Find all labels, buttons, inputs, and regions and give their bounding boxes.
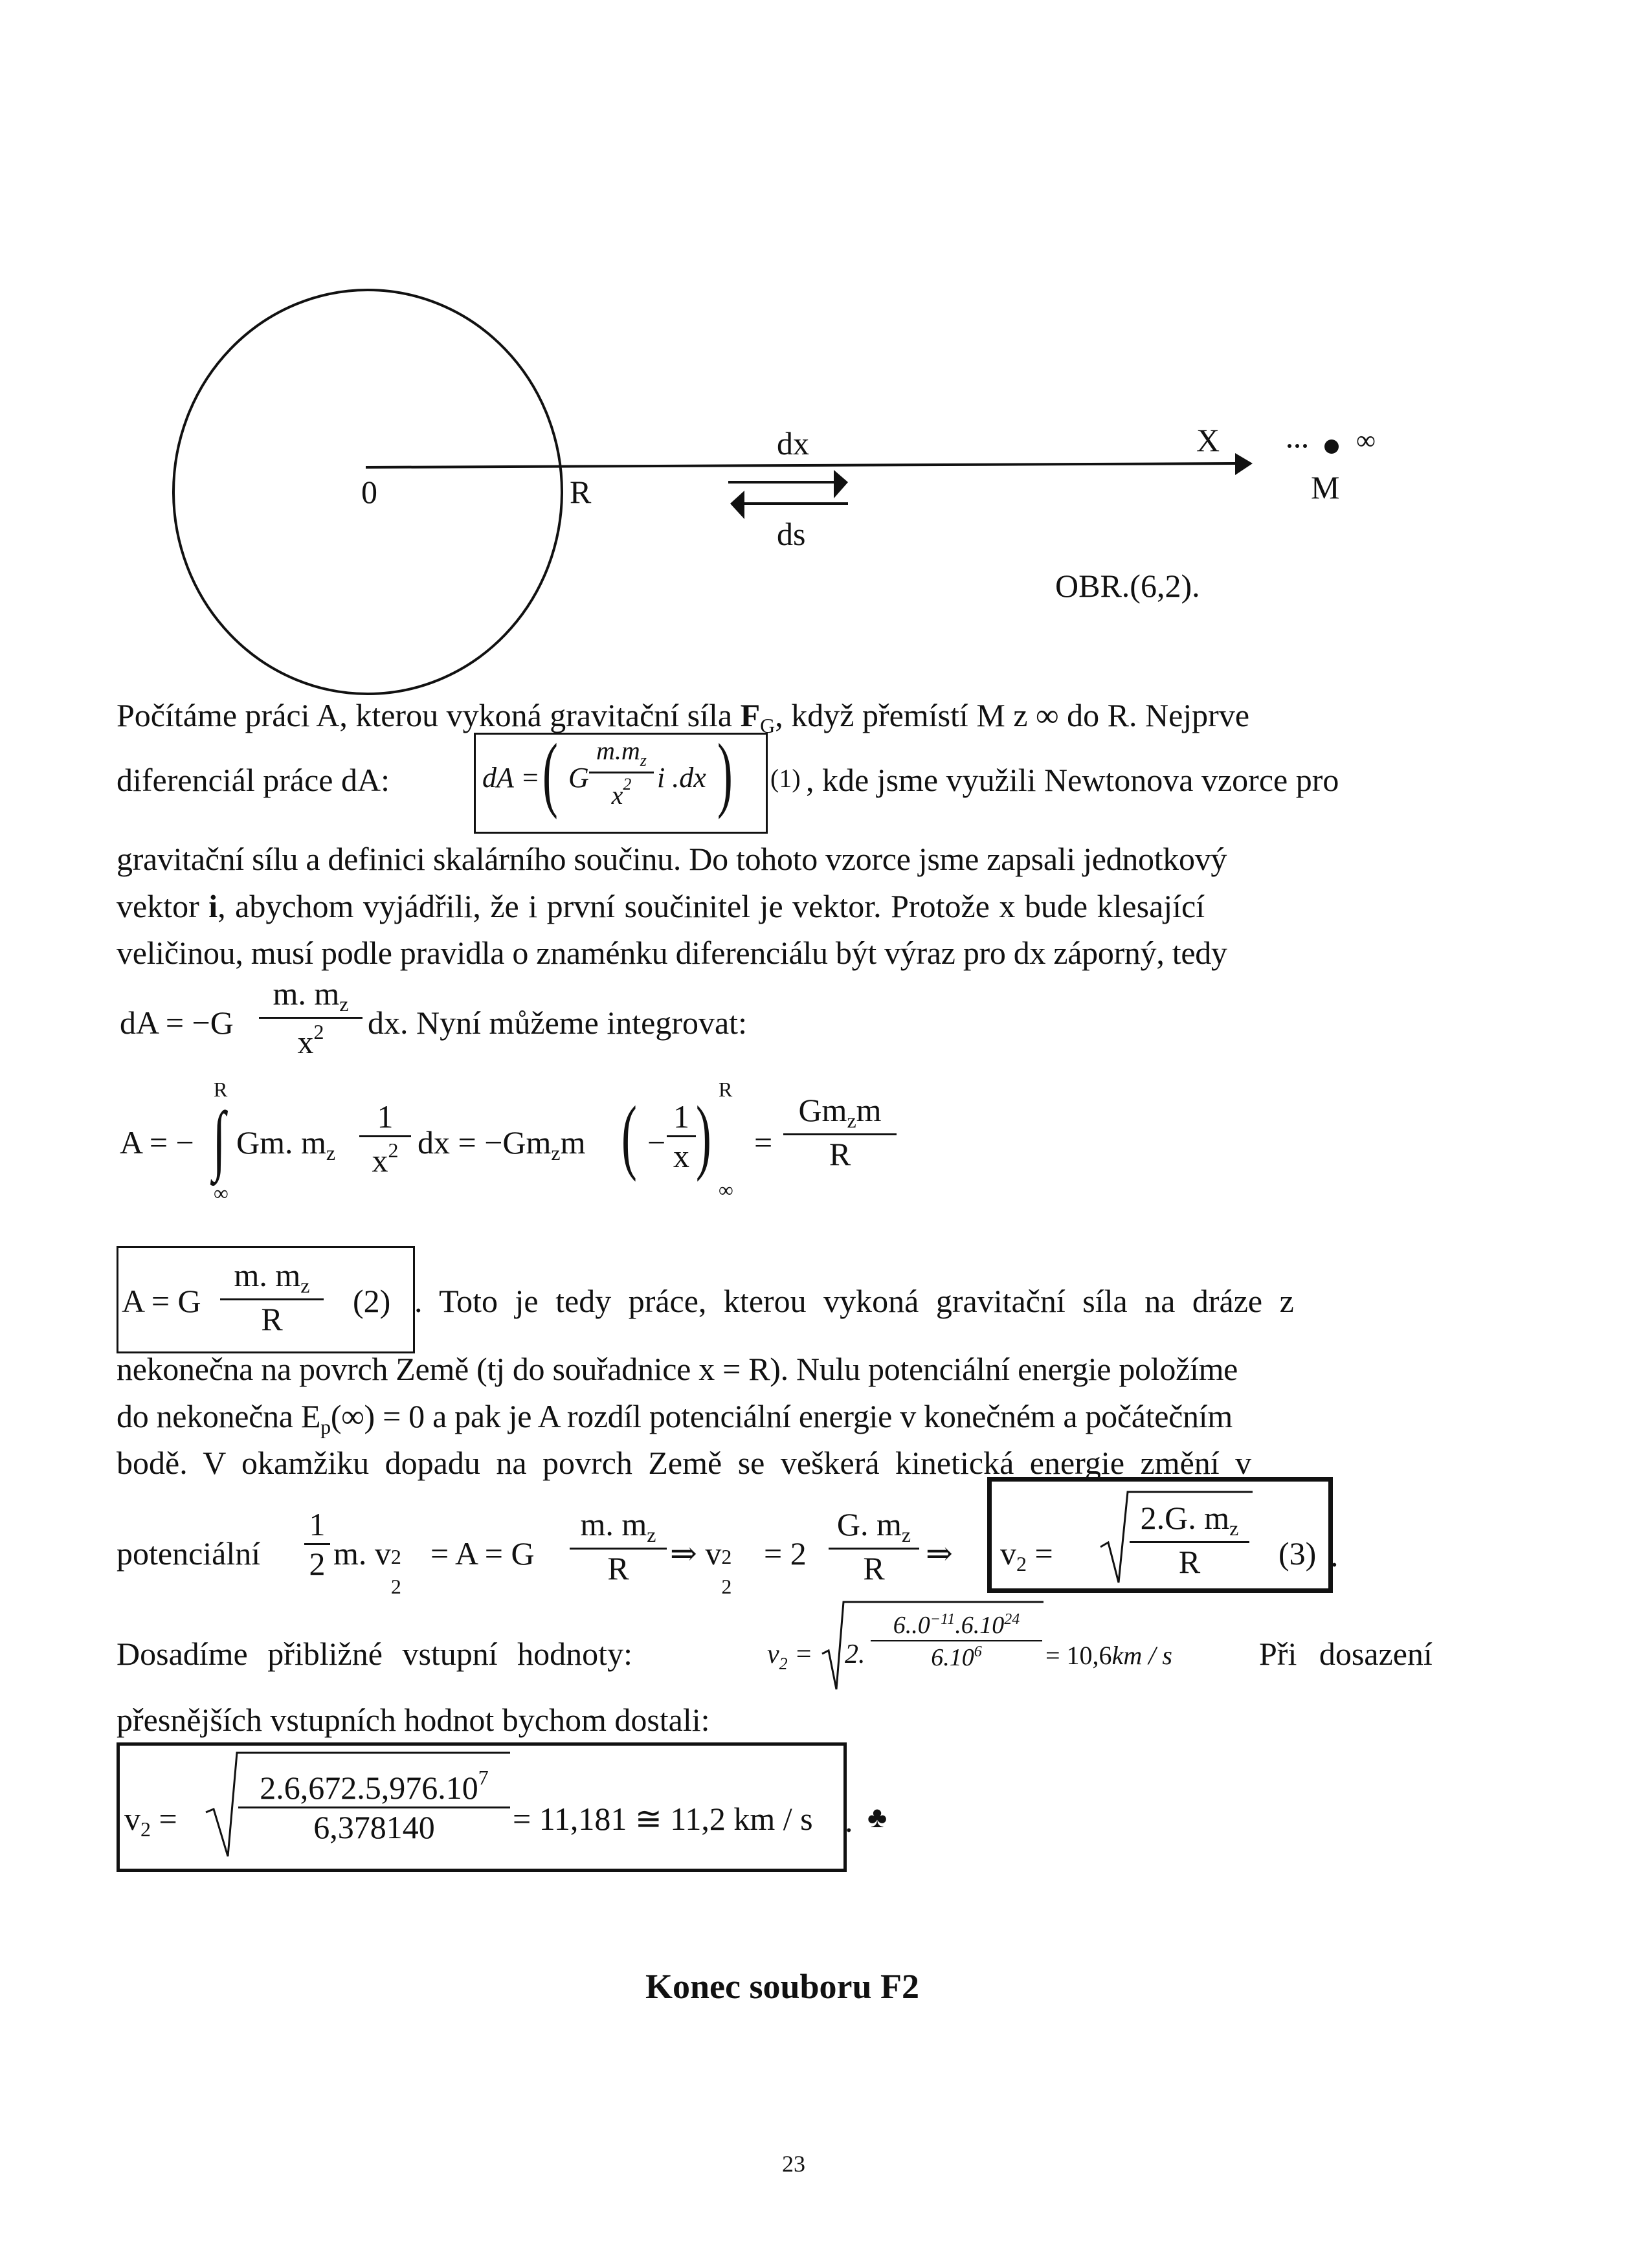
eq3-period: . — [1330, 1537, 1339, 1573]
subscript: z — [300, 1274, 310, 1297]
denominator: 2 — [309, 1546, 326, 1582]
unit-vector-i: i — [208, 888, 218, 924]
denominator: x — [372, 1142, 388, 1179]
integral-sign: ∫ — [212, 1096, 226, 1182]
numerator: 1 — [309, 1506, 326, 1542]
para1-line5: veličinou, musí podle pravidla o znaménku diferenciálu být výraz pro dx záporný, tedy — [117, 935, 1227, 971]
subscript: p — [320, 1415, 331, 1438]
subscript: z — [640, 751, 647, 770]
text-span: v — [1000, 1535, 1016, 1572]
integral-lower-limit: ∞ — [214, 1181, 229, 1205]
denominator: x — [673, 1138, 689, 1174]
text-span: , abychom vyjádřili, že i první součinitel je vektor. Protože x bude klesající — [218, 888, 1205, 924]
eq1-label: (1) — [770, 764, 801, 793]
denominator: 6.10 — [931, 1644, 974, 1671]
subscript: z — [326, 1141, 336, 1164]
text-span: dx — [368, 1005, 400, 1041]
right-paren: ) — [696, 1089, 711, 1183]
text-span: Počítáme práci A, kterou vykoná gravitační síla — [117, 697, 733, 733]
numerator: m. m — [234, 1257, 301, 1293]
eq3-eqA: = A = G — [430, 1535, 535, 1572]
approx-text: Dosadíme přibližné vstupní hodnoty: — [117, 1636, 632, 1672]
para2-line1: . Toto je tedy práce, kterou vykoná gravitační síla na dráze z — [414, 1283, 1294, 1319]
numerator: 2.G. m — [1140, 1500, 1230, 1536]
text-span: = — [794, 1640, 813, 1669]
eval-upper-limit: R — [719, 1078, 733, 1101]
numerator: 1 — [673, 1098, 689, 1135]
eq2-lhs: A = G — [122, 1283, 201, 1319]
numerator: 1 — [377, 1098, 394, 1135]
precise-result: = 11,181 ≅ 11,2 km / s — [513, 1801, 813, 1837]
force-subscript: G — [760, 714, 776, 737]
text-span: dx = −Gm — [418, 1124, 552, 1161]
superscript: 2 — [390, 1545, 401, 1568]
subscript: 2 — [721, 1575, 732, 1598]
subscript: 2 — [140, 1818, 151, 1841]
numerator: 2.6,672.5,976.10 — [260, 1770, 478, 1806]
subscript: 2 — [390, 1575, 401, 1598]
subscript: z — [1229, 1517, 1239, 1540]
denominator: R — [1178, 1544, 1201, 1580]
numerator: m. m — [273, 975, 340, 1012]
numerator: 6..0 — [893, 1612, 930, 1639]
text-span: v — [767, 1640, 779, 1669]
superscript: 6 — [974, 1643, 982, 1660]
denominator: x — [611, 781, 623, 810]
subscript: z — [647, 1523, 656, 1546]
superscript: 2 — [388, 1139, 399, 1162]
para1-line3: gravitační sílu a definici skalárního součinu. Do tohoto vzorce jsme zapsali jednotkový — [117, 841, 1227, 877]
eq1-left-paren: ( — [542, 727, 558, 820]
superscript: 2 — [313, 1020, 324, 1043]
text-span: , když přemístí M z ∞ do R. Nejprve — [775, 697, 1250, 733]
eq1-G: G — [568, 762, 589, 794]
force-symbol: F — [740, 697, 761, 733]
para1-line2-prefix: diferenciál práce dA: — [117, 762, 390, 798]
denominator: 6,378140 — [313, 1809, 435, 1845]
inner-minus: − — [647, 1124, 666, 1161]
text-span: m. v — [333, 1535, 391, 1572]
fraction-bar — [238, 1807, 510, 1808]
eq1-lhs: dA = — [482, 762, 540, 794]
eq1-right-paren: ) — [717, 727, 733, 820]
numerator: m. m — [580, 1506, 647, 1542]
denominator: R — [829, 1136, 851, 1172]
subscript: 2 — [1016, 1552, 1027, 1575]
label-x: X — [1196, 422, 1220, 458]
numerator-part: .6.10 — [955, 1612, 1005, 1639]
superscript: −11 — [930, 1611, 955, 1628]
text-span: = — [159, 1801, 177, 1837]
eq2-label: (2) — [353, 1283, 391, 1319]
denominator: x — [297, 1024, 314, 1060]
left-paren: ( — [621, 1089, 637, 1183]
figure-caption: OBR.(6,2). — [1055, 568, 1200, 604]
denominator: R — [607, 1550, 629, 1586]
precise-text: přesnějších vstupních hodnot bychom dostali: — [117, 1702, 710, 1738]
eval-lower-limit: ∞ — [719, 1178, 733, 1201]
para1-line2-suffix: , kde jsme využili Newtonova vzorce pro — [806, 762, 1339, 798]
integral-lhs: A = − — [120, 1124, 194, 1161]
label-ds: ds — [777, 516, 806, 552]
eq3-prefix: potenciální — [117, 1535, 261, 1572]
text-span: m — [856, 1092, 882, 1128]
label-origin: 0 — [361, 474, 377, 510]
numerator: G. m — [836, 1506, 902, 1542]
page-number: 23 — [782, 2151, 805, 2177]
approx-after: Při dosazení — [1259, 1636, 1433, 1672]
text-span: v — [124, 1801, 140, 1837]
eq-dA-lhs: dA = −G — [120, 1005, 234, 1041]
para2-line4: bodě. V okamžiku dopadu na povrch Země se veškerá kinetická energie změní v — [117, 1445, 1252, 1481]
numerator: m.m — [596, 736, 640, 765]
subscript: 2 — [779, 1654, 788, 1673]
end-of-file-title: Konec souboru F2 — [645, 1967, 920, 2006]
superscript: 24 — [1004, 1611, 1020, 1628]
eq1-tail: i .dx — [657, 762, 706, 794]
eq3-eq2: = 2 — [764, 1535, 807, 1572]
text-span: = — [1034, 1535, 1053, 1572]
superscript: 2 — [721, 1545, 732, 1568]
club-end-mark-icon: ♣ — [867, 1801, 887, 1834]
eq3-arrow2: ⇒ — [926, 1535, 953, 1572]
subscript: z — [339, 992, 349, 1016]
denominator: R — [863, 1550, 885, 1586]
unit: km / s — [1111, 1641, 1172, 1670]
label-mass: M — [1311, 469, 1340, 506]
subscript: z — [847, 1109, 856, 1132]
text-span: . Nyní můžeme integrovat: — [400, 1005, 747, 1041]
eq3-label: (3) — [1278, 1535, 1317, 1572]
superscript: 2 — [623, 775, 632, 794]
precise-fraction — [238, 1767, 510, 1843]
integral-equals: = — [754, 1124, 773, 1161]
text-span: m — [560, 1124, 586, 1161]
label-infinity: ∞ — [1356, 426, 1376, 456]
precise-period: . — [845, 1803, 853, 1839]
approx-two: 2. — [845, 1640, 865, 1669]
text-span: = 10,6 — [1045, 1641, 1112, 1670]
label-dx: dx — [777, 425, 809, 461]
superscript: 7 — [478, 1766, 489, 1789]
para2-line2: nekonečna na povrch Země (tj do souřadnice x = R). Nulu potenciální energie položíme — [117, 1351, 1238, 1387]
text-span: ⇒ v — [670, 1535, 722, 1572]
text-span: Gm. m — [236, 1124, 326, 1161]
label-radius: R — [570, 474, 592, 510]
text-span: (∞) = 0 a pak je A rozdíl potenciální energie v konečném a počátečním — [330, 1398, 1233, 1434]
text-span: Gm — [798, 1092, 847, 1128]
text-span: do nekonečna E — [117, 1398, 321, 1434]
subscript: z — [551, 1141, 561, 1164]
subscript: z — [901, 1523, 911, 1546]
text-span: vektor — [117, 888, 199, 924]
denominator: R — [261, 1301, 283, 1337]
integral-upper-limit: R — [214, 1078, 228, 1101]
